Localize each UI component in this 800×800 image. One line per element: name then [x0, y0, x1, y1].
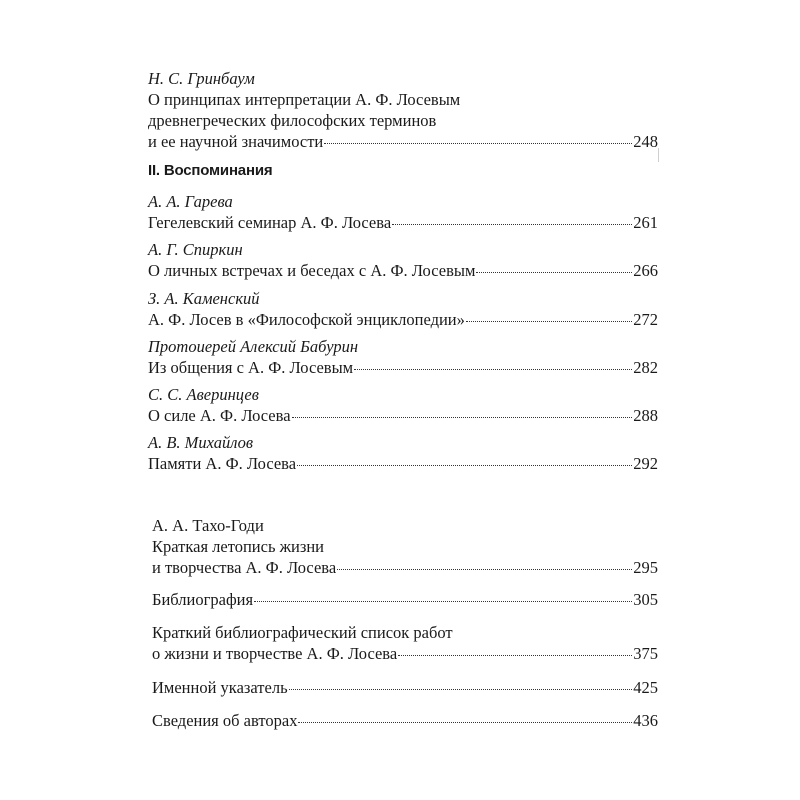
entry-line	[152, 589, 658, 610]
entry-line	[152, 677, 658, 698]
entry-title: Сведения об авторах	[152, 711, 298, 730]
entry-author: Н. С. Гринбаум	[148, 69, 255, 88]
entry-title-line: Краткая летопись жизни	[152, 537, 325, 556]
entry-author: З. А. Каменский	[148, 289, 260, 308]
entry-title: Библиография	[152, 590, 254, 609]
entry-line	[148, 357, 658, 378]
dot-leader	[289, 688, 633, 690]
toc-entry-chronicle	[152, 515, 658, 578]
dot-leader	[392, 223, 632, 225]
entry-author: Протоиерей Алексий Бабурин	[148, 337, 359, 356]
toc-entry-gareva	[148, 191, 658, 233]
toc-entry-mikhailov	[148, 432, 658, 474]
page-edge-mark	[658, 148, 659, 162]
entry-line	[152, 710, 658, 731]
dot-leader	[324, 142, 632, 144]
page-number: 261	[633, 213, 658, 232]
dot-leader	[292, 416, 633, 418]
entry-title: Памяти А. Ф. Лосева	[148, 454, 297, 473]
entry-title: А. Ф. Лосев в «Философской энциклопедии»	[148, 310, 465, 329]
entry-title: О силе А. Ф. Лосева	[148, 406, 291, 425]
entry-author: А. А. Тахо-Годи	[152, 516, 264, 535]
page-number: 266	[633, 261, 658, 280]
toc-entry-short-list	[152, 622, 658, 664]
entry-author: А. В. Михайлов	[148, 433, 254, 452]
page-number: 272	[633, 310, 658, 329]
toc-entry-name-index	[152, 677, 658, 698]
entry-line	[148, 309, 658, 330]
page-number: 282	[633, 358, 658, 377]
page-number: 305	[633, 590, 658, 609]
toc-entry-spirkin	[148, 239, 658, 281]
entry-final-line	[152, 643, 658, 664]
toc-entry-baburin	[148, 336, 658, 378]
toc-entry-authors-info	[152, 710, 658, 731]
page-number: 295	[633, 558, 658, 577]
dot-leader	[298, 721, 632, 723]
entry-title: Именной указатель	[152, 678, 288, 697]
entry-title: Гегелевский семинар А. Ф. Лосева	[148, 213, 392, 232]
toc-entry-grinbaum	[148, 68, 658, 152]
page-number: 375	[633, 644, 658, 663]
entry-title-line: и творчества А. Ф. Лосева	[152, 558, 337, 577]
entry-title-line: и ее научной значимости	[148, 132, 324, 151]
entry-title: О личных встречах и беседах с А. Ф. Лосевым	[148, 261, 476, 280]
page-number: 425	[633, 678, 658, 697]
entry-final-line	[148, 131, 658, 152]
entry-title-line: О принципах интерпретации А. Ф. Лосевым	[148, 90, 461, 109]
entry-final-line	[152, 557, 658, 578]
toc-entry-averintsev	[148, 384, 658, 426]
entry-title-line: древнегреческих философских терминов	[148, 111, 437, 130]
entry-title: Из общения с А. Ф. Лосевым	[148, 358, 354, 377]
entry-author: А. Г. Спиркин	[148, 240, 243, 259]
entry-author: С. С. Аверинцев	[148, 385, 259, 404]
entry-line	[148, 212, 658, 233]
dot-leader	[254, 600, 632, 602]
dot-leader	[337, 568, 632, 570]
toc-entry-bibliography	[152, 589, 658, 610]
dot-leader	[476, 271, 632, 273]
entry-line	[148, 453, 658, 474]
entry-author: А. А. Гарева	[148, 192, 233, 211]
page-number: 288	[633, 406, 658, 425]
page-number: 436	[633, 711, 658, 730]
section-heading: II. Воспоминания	[148, 162, 273, 179]
page-number: 248	[633, 132, 658, 151]
dot-leader	[398, 654, 632, 656]
entry-title-line: Краткий библиографический список работ	[152, 623, 453, 642]
dot-leader	[297, 464, 632, 466]
toc-entry-kamensky	[148, 288, 658, 330]
page-number: 292	[633, 454, 658, 473]
entry-line	[148, 405, 658, 426]
entry-title-line: о жизни и творчестве А. Ф. Лосева	[152, 644, 398, 663]
dot-leader	[466, 320, 632, 322]
entry-line	[148, 260, 658, 281]
dot-leader	[354, 368, 632, 370]
